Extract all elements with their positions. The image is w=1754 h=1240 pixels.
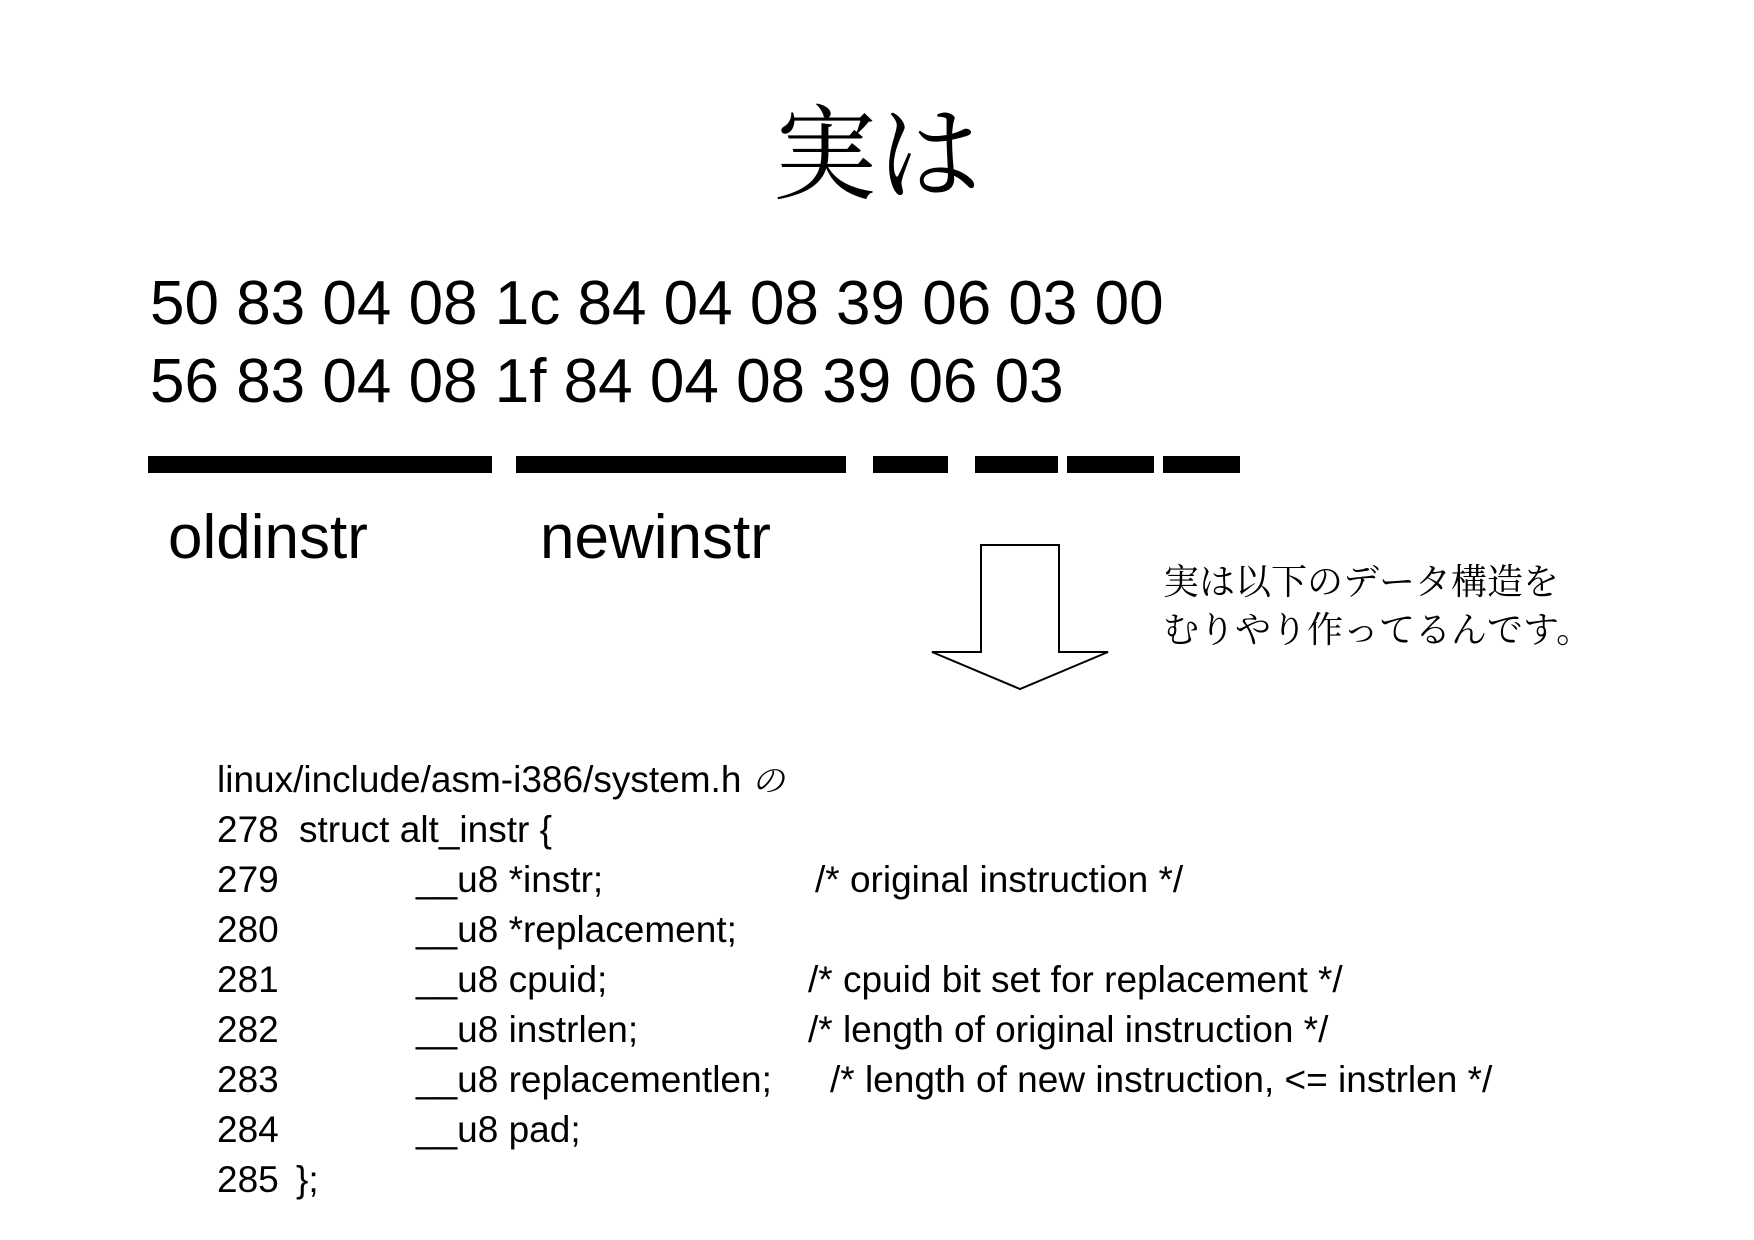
slide-title: 実は xyxy=(772,94,981,216)
line-number: 283 xyxy=(217,1059,279,1100)
code-text: __u8 cpuid; xyxy=(416,959,608,1000)
code-text: struct alt_instr { xyxy=(299,809,552,850)
underline-cpuid xyxy=(873,456,948,473)
line-number: 279 xyxy=(217,859,279,900)
source-path-suffix: の xyxy=(751,761,785,800)
line-number: 280 xyxy=(217,909,279,950)
underline-oldinstr xyxy=(148,456,492,473)
code-text: __u8 pad; xyxy=(416,1109,581,1150)
line-number: 282 xyxy=(217,1009,279,1050)
hex-dump-line-2: 56 83 04 08 1f 84 04 08 39 06 03 xyxy=(150,347,1064,416)
down-arrow-icon xyxy=(930,543,1110,691)
underline-instrlen xyxy=(975,456,1058,473)
underline-newinstr xyxy=(516,456,846,473)
code-text: __u8 *instr; xyxy=(416,859,604,900)
code-comment: /* length of original instruction */ xyxy=(808,1009,1329,1050)
line-number: 281 xyxy=(217,959,279,1000)
note-line-1: 実は以下のデータ構造を xyxy=(1163,562,1560,603)
code-text: __u8 *replacement; xyxy=(416,909,737,950)
underline-replacementlen xyxy=(1067,456,1154,473)
source-file-path xyxy=(217,758,785,803)
note-line-2: むりやり作ってるんです。 xyxy=(1163,610,1593,651)
label-newinstr: newinstr xyxy=(540,503,771,572)
code-comment: /* cpuid bit set for replacement */ xyxy=(808,959,1343,1000)
code-comment: /* original instruction */ xyxy=(815,859,1184,900)
code-comment: /* length of new instruction, <= instrlen */ xyxy=(830,1059,1493,1100)
line-number: 285 xyxy=(217,1159,279,1200)
source-path-text: linux/include/asm-i386/system.h xyxy=(217,759,742,800)
code-text: __u8 instrlen; xyxy=(416,1009,639,1050)
line-number: 278 xyxy=(217,809,279,850)
code-text: __u8 replacementlen; xyxy=(416,1059,772,1100)
line-number: 284 xyxy=(217,1109,279,1150)
underline-pad xyxy=(1163,456,1240,473)
code-text: }; xyxy=(296,1159,319,1200)
label-oldinstr: oldinstr xyxy=(168,503,368,572)
hex-dump-line-1: 50 83 04 08 1c 84 04 08 39 06 03 00 xyxy=(150,269,1164,338)
